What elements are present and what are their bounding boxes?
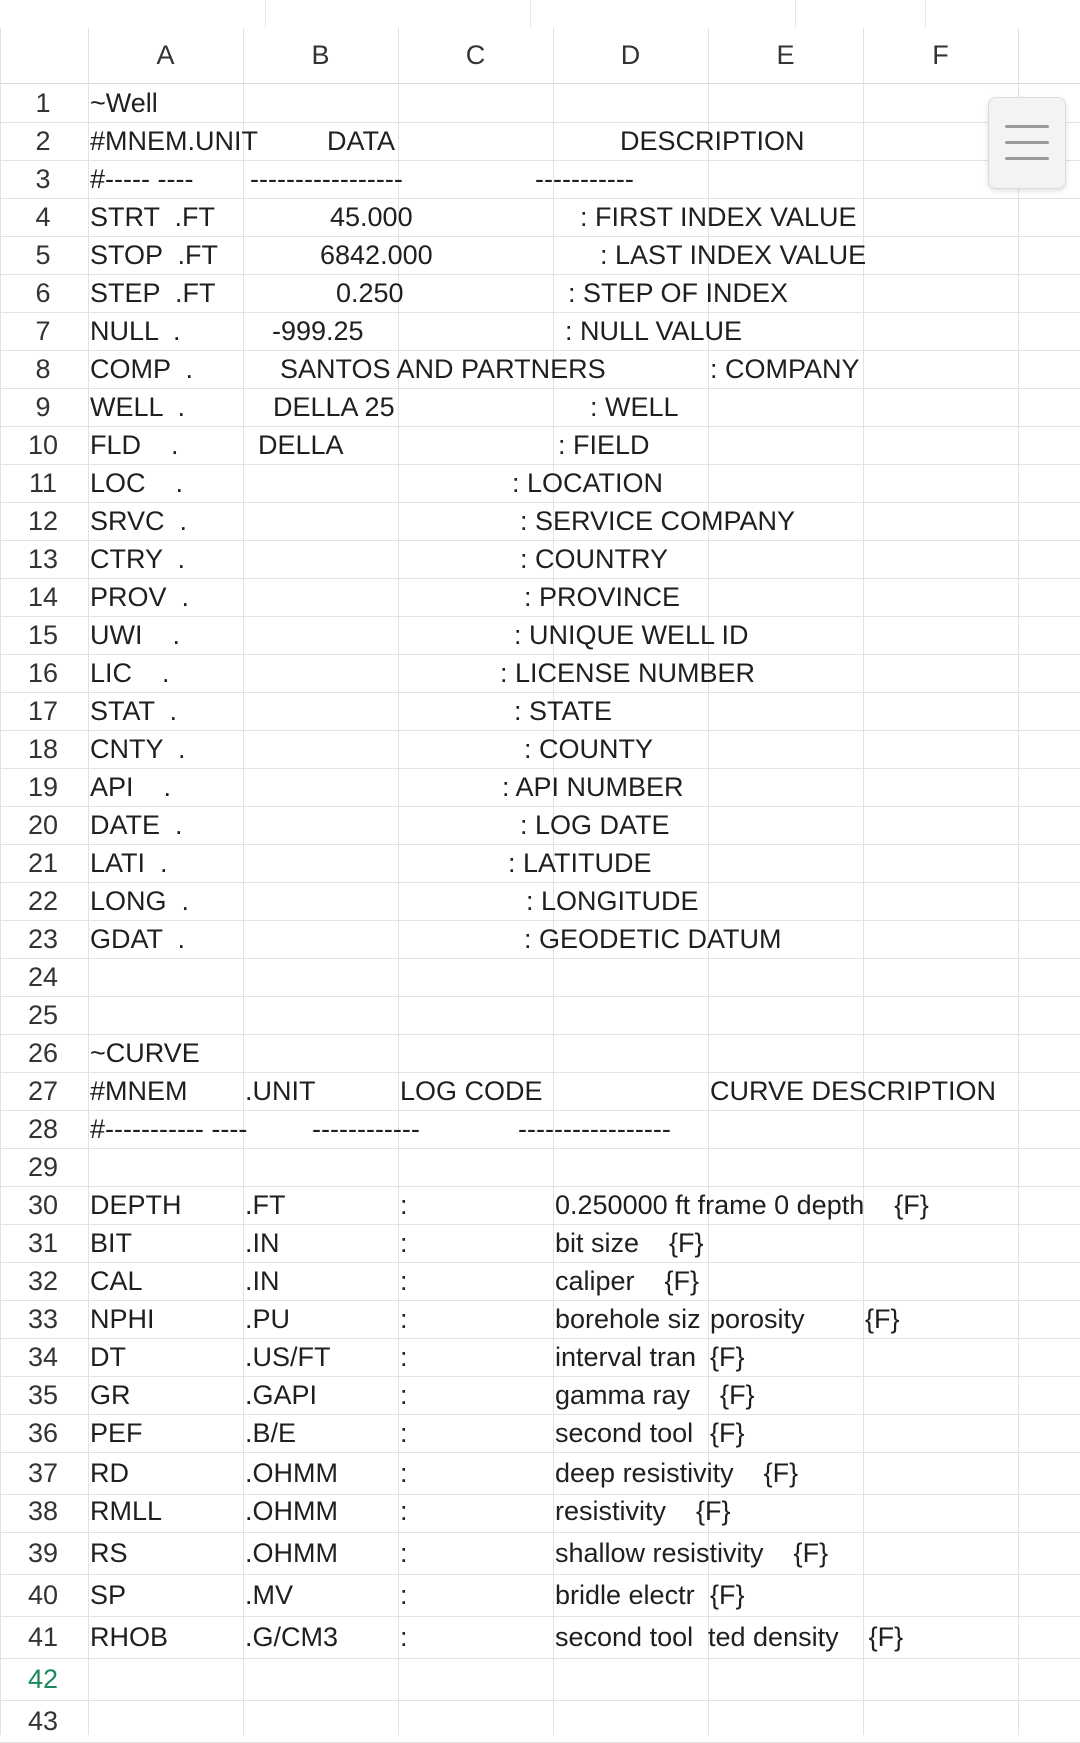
row-number[interactable]: 29 [27, 1152, 59, 1182]
row-gridline [0, 958, 1080, 959]
row-number[interactable]: 9 [35, 392, 51, 422]
cell-d30[interactable]: 0.250000 ft frame 0 depth {F} [555, 1190, 929, 1220]
cell-a21[interactable]: LATI . [90, 848, 168, 878]
cell-a37[interactable]: RD [90, 1458, 129, 1488]
row-number[interactable]: 38 [27, 1496, 59, 1526]
cell-b10[interactable]: DELLA [258, 430, 344, 460]
cell-d2[interactable]: DESCRIPTION [620, 126, 805, 156]
cell-a35[interactable]: GR [90, 1380, 131, 1410]
cell-a17[interactable]: STAT . [90, 696, 178, 726]
cell-d33[interactable]: borehole siz [555, 1304, 701, 1334]
cell-a12[interactable]: SRVC . [90, 506, 188, 536]
cell-b9[interactable]: DELLA 25 [273, 392, 395, 422]
row-number[interactable]: 4 [35, 202, 51, 232]
row-gridline [0, 1574, 1080, 1575]
column-header-row [0, 28, 1080, 84]
cell-c16[interactable]: : LICENSE NUMBER [500, 658, 756, 688]
row-gridline [0, 1376, 1080, 1377]
cell-b37[interactable]: .OHMM [245, 1458, 338, 1488]
cell-c12[interactable]: : SERVICE COMPANY [520, 506, 796, 536]
cell-a9[interactable]: WELL . [90, 392, 186, 422]
cell-a20[interactable]: DATE . [90, 810, 183, 840]
cell-c38[interactable]: : [400, 1496, 408, 1526]
cell-d34[interactable]: interval tran [555, 1342, 697, 1372]
row-number[interactable]: 31 [27, 1228, 59, 1258]
cell-c31[interactable]: : [400, 1228, 408, 1258]
cell-b34[interactable]: .US/FT [245, 1342, 331, 1372]
cell-b39[interactable]: .OHMM [245, 1538, 338, 1568]
row-number[interactable]: 23 [27, 924, 59, 954]
row-number[interactable]: 21 [27, 848, 59, 878]
cell-c3[interactable]: ----------- [535, 164, 634, 194]
cell-d6[interactable]: : STEP OF INDEX [568, 278, 789, 308]
cell-b6[interactable]: 0.250 [336, 278, 404, 308]
row-number[interactable]: 35 [27, 1380, 59, 1410]
cell-c17[interactable]: : STATE [514, 696, 613, 726]
row-gridline [0, 1148, 1080, 1149]
cell-b38[interactable]: .OHMM [245, 1496, 338, 1526]
cell-a11[interactable]: LOC . [90, 468, 184, 498]
cell-b33[interactable]: .PU [245, 1304, 291, 1334]
cell-e27[interactable]: CURVE DESCRIPTION [710, 1076, 997, 1106]
cell-c23[interactable]: : GEODETIC DATUM [524, 924, 782, 954]
cell-e40[interactable]: {F} [710, 1580, 745, 1610]
row-number[interactable]: 34 [27, 1342, 59, 1372]
row-number[interactable]: 37 [27, 1458, 59, 1488]
cell-a30[interactable]: DEPTH [90, 1190, 182, 1220]
cell-a18[interactable]: CNTY . [90, 734, 186, 764]
row-number[interactable]: 2 [35, 126, 51, 156]
cell-a38[interactable]: RMLL [90, 1496, 163, 1526]
cell-a41[interactable]: RHOB [90, 1622, 169, 1652]
cell-a13[interactable]: CTRY . [90, 544, 186, 574]
cell-d36[interactable]: second tool [555, 1418, 694, 1448]
cell-c28[interactable]: ----------------- [518, 1114, 671, 1144]
toolbar-separator [795, 0, 796, 28]
row-gridline [0, 1224, 1080, 1225]
cell-a1[interactable]: ~Well [90, 88, 158, 118]
cell-b3[interactable]: ----------------- [250, 164, 403, 194]
row-number[interactable]: 39 [27, 1538, 59, 1568]
row-number[interactable]: 27 [27, 1076, 59, 1106]
cell-a28[interactable]: #----------- ---- [90, 1114, 248, 1144]
cell-d35[interactable]: gamma ray {F} [555, 1380, 755, 1410]
row-number[interactable]: 33 [27, 1304, 59, 1334]
cell-d9[interactable]: : WELL [590, 392, 679, 422]
cell-b36[interactable]: .B/E [245, 1418, 297, 1448]
row-gridline [0, 1300, 1080, 1301]
row-number[interactable]: 22 [27, 886, 59, 916]
row-number[interactable]: 16 [27, 658, 59, 688]
cell-b4[interactable]: 45.000 [330, 202, 413, 232]
row-number[interactable]: 3 [35, 164, 51, 194]
cell-b7[interactable]: -999.25 [272, 316, 364, 346]
cell-c33[interactable]: : [400, 1304, 408, 1334]
cell-b30[interactable]: .FT [245, 1190, 286, 1220]
cell-c32[interactable]: : [400, 1266, 408, 1296]
cell-d10[interactable]: : FIELD [558, 430, 650, 460]
cell-e8[interactable]: : COMPANY [710, 354, 860, 384]
row-number[interactable]: 24 [27, 962, 59, 992]
row-number[interactable]: 40 [27, 1580, 59, 1610]
row-number[interactable]: 15 [27, 620, 59, 650]
row-gridline [0, 1700, 1080, 1701]
cell-c14[interactable]: : PROVINCE [524, 582, 681, 612]
cell-a16[interactable]: LIC . [90, 658, 170, 688]
cell-b40[interactable]: .MV [245, 1580, 294, 1610]
column-header-c[interactable]: C [465, 40, 486, 70]
cell-a34[interactable]: DT [90, 1342, 126, 1372]
cell-d31[interactable]: bit size {F} [555, 1228, 704, 1258]
cell-d4[interactable]: : FIRST INDEX VALUE [580, 202, 857, 232]
cell-c35[interactable]: : [400, 1380, 408, 1410]
row-gridline [0, 1262, 1080, 1263]
row-number[interactable]: 42 [27, 1664, 59, 1694]
cell-c21[interactable]: : LATITUDE [508, 848, 652, 878]
row-number[interactable]: 30 [27, 1190, 59, 1220]
hamburger-menu-icon-line-3 [1005, 157, 1049, 160]
cell-c41[interactable]: : [400, 1622, 408, 1652]
hamburger-menu-icon-line-2 [1005, 141, 1049, 144]
cell-b27[interactable]: .UNIT [245, 1076, 316, 1106]
cell-d32[interactable]: caliper {F} [555, 1266, 700, 1296]
column-header-d[interactable]: D [620, 40, 641, 70]
cell-d41[interactable]: second tool [555, 1622, 694, 1652]
row-number[interactable]: 20 [27, 810, 59, 840]
hamburger-menu-icon [1005, 125, 1049, 128]
row-number[interactable]: 17 [27, 696, 59, 726]
row-gridline [0, 1338, 1080, 1339]
toolbar-separator [925, 0, 926, 28]
cell-a15[interactable]: UWI . [90, 620, 180, 650]
cell-b35[interactable]: .GAPI [245, 1380, 318, 1410]
cell-d7[interactable]: : NULL VALUE [565, 316, 743, 346]
cell-c11[interactable]: : LOCATION [512, 468, 664, 498]
cell-a4[interactable]: STRT .FT [90, 202, 216, 232]
cell-a5[interactable]: STOP .FT [90, 240, 219, 270]
hamburger-menu-button[interactable] [988, 97, 1066, 189]
row-number[interactable]: 43 [27, 1706, 59, 1736]
cell-a39[interactable]: RS [90, 1538, 128, 1568]
row-number[interactable]: 19 [27, 772, 59, 802]
cell-d40[interactable]: bridle electr [555, 1580, 695, 1610]
cell-d37[interactable]: deep resistivity {F} [555, 1458, 799, 1488]
column-header-e[interactable]: E [776, 40, 795, 70]
row-number[interactable]: 25 [27, 1000, 59, 1030]
row-number[interactable]: 26 [27, 1038, 59, 1068]
row-number[interactable]: 36 [27, 1418, 59, 1448]
toolbar-separator [265, 0, 266, 28]
cell-c19[interactable]: : API NUMBER [502, 772, 684, 802]
cell-a7[interactable]: NULL . [90, 316, 181, 346]
cell-a6[interactable]: STEP .FT [90, 278, 216, 308]
row-number[interactable]: 12 [27, 506, 59, 536]
cell-a3[interactable]: #----- ---- [90, 164, 194, 194]
row-gridline [0, 1658, 1080, 1659]
row-number[interactable]: 13 [27, 544, 59, 574]
cell-a10[interactable]: FLD . [90, 430, 179, 460]
cell-c18[interactable]: : COUNTY [524, 734, 654, 764]
cell-c13[interactable]: : COUNTRY [520, 544, 669, 574]
column-header-a[interactable]: A [156, 40, 175, 70]
cell-b41[interactable]: .G/CM3 [245, 1622, 339, 1652]
row-gridline [0, 1532, 1080, 1533]
cell-e34[interactable]: {F} [710, 1342, 745, 1372]
cell-c15[interactable]: : UNIQUE WELL ID [514, 620, 749, 650]
cell-a32[interactable]: CAL [90, 1266, 143, 1296]
row-number[interactable]: 28 [27, 1114, 59, 1144]
cell-a40[interactable]: SP [90, 1580, 127, 1610]
row-number[interactable]: 8 [35, 354, 51, 384]
column-header-b[interactable]: B [311, 40, 330, 70]
cell-a19[interactable]: API . [90, 772, 172, 802]
toolbar-separator [530, 0, 531, 28]
cell-b28[interactable]: ------------ [312, 1114, 420, 1144]
cell-c30[interactable]: : [400, 1190, 408, 1220]
row-number[interactable]: 41 [27, 1622, 59, 1652]
row-gridline [0, 1452, 1080, 1453]
cell-a23[interactable]: GDAT . [90, 924, 186, 954]
cell-a36[interactable]: PEF [90, 1418, 143, 1448]
toolbar-strip [0, 0, 1080, 29]
cell-c36[interactable]: : [400, 1418, 408, 1448]
cell-b31[interactable]: .IN [245, 1228, 280, 1258]
cell-c20[interactable]: : LOG DATE [520, 810, 670, 840]
cell-d38[interactable]: resistivity {F} [555, 1496, 731, 1526]
row-number[interactable]: 5 [35, 240, 51, 270]
cell-b32[interactable]: .IN [245, 1266, 280, 1296]
cell-b8[interactable]: SANTOS AND PARTNERS [280, 354, 606, 384]
cell-c37[interactable]: : [400, 1458, 408, 1488]
row-number[interactable]: 1 [35, 88, 51, 118]
cell-e41[interactable]: ted density {F} [708, 1622, 904, 1652]
cell-c34[interactable]: : [400, 1342, 408, 1372]
cell-f33[interactable]: {F} [865, 1304, 900, 1334]
cell-a26[interactable]: ~CURVE [90, 1038, 200, 1068]
row-number[interactable]: 14 [27, 582, 59, 612]
row-gridline [0, 996, 1080, 997]
cell-c40[interactable]: : [400, 1580, 408, 1610]
cell-e36[interactable]: {F} [710, 1418, 745, 1448]
cell-c39[interactable]: : [400, 1538, 408, 1568]
cell-a8[interactable]: COMP . [90, 354, 194, 384]
column-header-f[interactable]: F [932, 40, 949, 70]
row-number[interactable]: 32 [27, 1266, 59, 1296]
cell-c27[interactable]: LOG CODE [400, 1076, 543, 1106]
cell-a31[interactable]: BIT [90, 1228, 133, 1258]
row-gridline [0, 1414, 1080, 1415]
cell-c22[interactable]: : LONGITUDE [526, 886, 699, 916]
cell-e33[interactable]: porosity [710, 1304, 805, 1334]
cell-b5[interactable]: 6842.000 [320, 240, 433, 270]
row-number[interactable]: 6 [35, 278, 51, 308]
cell-d39[interactable]: shallow resistivity {F} [555, 1538, 829, 1568]
cell-b2[interactable]: DATA [327, 126, 396, 156]
row-number[interactable]: 10 [27, 430, 59, 460]
cell-a14[interactable]: PROV . [90, 582, 190, 612]
cell-a27[interactable]: #MNEM [90, 1076, 188, 1106]
cell-a22[interactable]: LONG . [90, 886, 190, 916]
row-number[interactable]: 7 [35, 316, 51, 346]
row-number[interactable]: 11 [28, 468, 58, 498]
cell-a2[interactable]: #MNEM.UNIT [90, 126, 258, 156]
row-number[interactable]: 18 [27, 734, 59, 764]
cell-d5[interactable]: : LAST INDEX VALUE [600, 240, 867, 270]
cell-a33[interactable]: NPHI [90, 1304, 155, 1334]
